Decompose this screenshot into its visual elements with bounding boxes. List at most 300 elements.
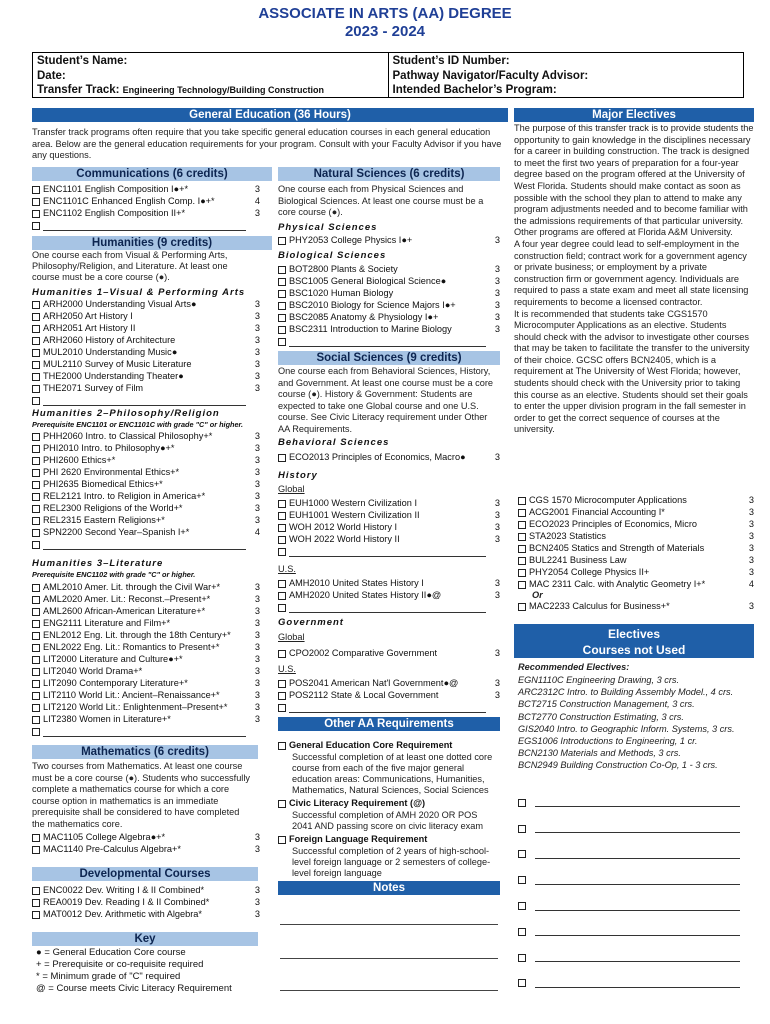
course-checkbox[interactable]: [518, 557, 526, 565]
course-checkbox[interactable]: [278, 536, 286, 544]
course-row: [32, 844, 260, 856]
course-credits: 3: [254, 666, 260, 677]
academic-year: 2023 - 2024: [344, 23, 426, 40]
course-name: ARH2000 Understanding Visual Arts●: [43, 299, 197, 310]
write-in-line[interactable]: [535, 876, 740, 885]
course-row: [32, 359, 260, 371]
course-name: ENG2111 Literature and Film+*: [43, 618, 171, 629]
course-checkbox[interactable]: [32, 899, 40, 907]
course-row: [32, 606, 260, 618]
natural-sciences-header: Natural Sciences (6 credits): [278, 167, 500, 181]
history-us-label: U.S.: [278, 564, 296, 574]
course-checkbox[interactable]: [278, 650, 286, 658]
course-row: [518, 543, 754, 555]
course-credits: 3: [254, 335, 260, 346]
major-electives-list: [518, 495, 754, 591]
course-checkbox[interactable]: [278, 512, 286, 520]
gened-intro: Transfer track programs often require that you take specific general education courses in each general education area. Below are the general education requirements for your program. Consult with your Faculty Advisor if you have any questions.: [32, 127, 502, 161]
course-checkbox[interactable]: [278, 680, 286, 688]
course-credits: 3: [494, 590, 500, 601]
course-checkbox[interactable]: [32, 361, 40, 369]
write-in-line[interactable]: [43, 222, 246, 231]
course-checkbox[interactable]: [32, 373, 40, 381]
transfer-track-field: Transfer Track: Engineering Technology/Building Construction: [37, 84, 324, 96]
course-checkbox[interactable]: [32, 834, 40, 842]
course-checkbox[interactable]: [518, 928, 526, 936]
course-name: WOH 2022 World History II: [289, 534, 400, 545]
course-name: PHY2054 College Physics II+: [529, 567, 650, 578]
course-checkbox[interactable]: [32, 445, 40, 453]
course-checkbox[interactable]: [518, 497, 526, 505]
student-id-field[interactable]: Student’s ID Number:: [392, 55, 510, 67]
course-credits: 3: [254, 503, 260, 514]
course-credits: 4: [254, 196, 260, 207]
course-checkbox[interactable]: [278, 314, 286, 322]
course-credits: 3: [254, 347, 260, 358]
other-requirements-header: Other AA Requirements: [278, 717, 500, 731]
course-credits: 3: [494, 276, 500, 287]
developmental-list: [32, 885, 260, 921]
course-row: [32, 630, 260, 642]
key-header: Key: [32, 932, 258, 946]
course-checkbox[interactable]: [32, 608, 40, 616]
course-credits: 3: [494, 498, 500, 509]
blank-course-row: [32, 539, 260, 551]
course-credits: 3: [254, 383, 260, 394]
course-row: [32, 714, 260, 726]
student-name-field[interactable]: Student’s Name:: [37, 55, 128, 67]
course-checkbox[interactable]: [518, 569, 526, 577]
key-legend: ● = General Education Core course + = Prerequisite or co-requisite required * = Minimum grade of "C" required @ = Course meets Civic Literacy Requirement: [36, 947, 232, 994]
course-name: MAT0012 Dev. Arithmetic with Algebra*: [43, 909, 202, 920]
course-credits: 3: [494, 288, 500, 299]
recommended-elective: BCN2130 Materials and Methods, 3 crs.: [518, 748, 681, 759]
course-credits: 3: [254, 299, 260, 310]
course-checkbox[interactable]: [32, 632, 40, 640]
behavioral-sciences-title: Behavioral Sciences: [278, 437, 390, 448]
course-credits: 3: [748, 519, 754, 530]
core-requirement-checkbox[interactable]: [278, 742, 286, 750]
course-credits: 3: [494, 300, 500, 311]
course-checkbox[interactable]: [278, 580, 286, 588]
write-in-line[interactable]: [289, 338, 486, 347]
course-row: [32, 503, 260, 515]
course-credits: 3: [494, 522, 500, 533]
course-name: CGS 1570 Microcomputer Applications: [529, 495, 687, 506]
course-name: ENL2022 Eng. Lit.: Romantics to Present+*: [43, 642, 220, 653]
course-credits: 4: [748, 579, 754, 590]
course-credits: 3: [254, 359, 260, 370]
course-row: [32, 618, 260, 630]
blank-course-row: [278, 702, 500, 714]
course-name: BSC1020 Human Biology: [289, 288, 394, 299]
write-in-line[interactable]: [535, 850, 740, 859]
course-name: BSC1005 General Biological Science●: [289, 276, 447, 287]
course-checkbox[interactable]: [278, 548, 286, 556]
course-name: POS2112 State & Local Government: [289, 690, 439, 701]
course-name: REL2300 Religions of the World+*: [43, 503, 183, 514]
course-name: BUL2241 Business Law: [529, 555, 627, 566]
course-checkbox[interactable]: [32, 337, 40, 345]
course-checkbox[interactable]: [278, 500, 286, 508]
course-row: [278, 590, 500, 602]
course-name: BOT2800 Plants & Society: [289, 264, 398, 275]
course-credits: 3: [254, 455, 260, 466]
course-credits: 3: [494, 690, 500, 701]
course-checkbox[interactable]: [32, 704, 40, 712]
recommended-elective: BCT2715 Construction Management, 3 crs.: [518, 699, 695, 710]
blank-course-row: [278, 336, 500, 348]
course-credits: 3: [494, 648, 500, 659]
course-credits: 3: [254, 184, 260, 195]
social-sciences-header: Social Sciences (9 credits): [278, 351, 500, 365]
course-checkbox[interactable]: [32, 457, 40, 465]
course-row: [32, 690, 260, 702]
course-credits: 3: [494, 324, 500, 335]
course-row: [518, 579, 754, 591]
course-name: WOH 2012 World History I: [289, 522, 398, 533]
humanities-1-list: [32, 299, 260, 407]
course-row: [32, 666, 260, 678]
courses-not-used-list: [518, 790, 754, 996]
history-global-label: Global: [278, 484, 305, 494]
course-row: [518, 555, 754, 567]
course-checkbox[interactable]: [518, 799, 526, 807]
government-global-list: [278, 648, 500, 660]
social-sciences-intro: One course each from Behavioral Sciences, History, and Government. At least one course must be a core course (●). History & Government: Students are expected to take one Global course and one U.S. course. See Civic Literacy requirement under Other AA Requirements.: [278, 366, 494, 434]
course-checkbox[interactable]: [32, 620, 40, 628]
course-credits: 3: [748, 507, 754, 518]
civic-literacy-checkbox[interactable]: [278, 800, 286, 808]
course-name: ACG2001 Financial Accounting I*: [529, 507, 665, 518]
course-checkbox[interactable]: [32, 644, 40, 652]
course-checkbox[interactable]: [32, 198, 40, 206]
major-electives-description: The purpose of this transfer track is to provide students the opportunity to gain knowledge in the disciplines necessary for a career in building construction. The track is designed to meet the first two years of preparation for a four-year degree based on the program offered at the University of West Florida. Students should make contact as soon as possible with the school they plan to attend to make any program adjustments needed and to become familiar with the admissions requirements of that particular university. Other programs are offered at Florida A&M University. A four year degree could lead to self-employment in the construction field; contract work for a government agency or private business; or employment by a private construction firm or government agency. Individuals are required to pass a state exam and meet all state licensing requirements to become a licensed contractor. It is recommended that students take CGS1570 Microcomputer Applications as an elective. Students should check with the advisor to investigate other courses that may be taken to facilitate the transfer to the university of their choice. GCSC offers BCN2405, which is a requirement at The University of West Florida; however, students should check with the University prior to taking this course as an elective. Students should set their goals to enter the upper division program in the fall semester in order to get the correct sequence of courses at the university.: [514, 123, 754, 435]
course-name: PHI2010 Intro. to Philosophy●+*: [43, 443, 175, 454]
course-name: AML2020 Amer. Lit.: Reconst.–Present+*: [43, 594, 211, 605]
course-credits: 3: [254, 678, 260, 689]
write-in-line[interactable]: [289, 548, 486, 557]
course-credits: 3: [254, 844, 260, 855]
course-checkbox[interactable]: [278, 266, 286, 274]
course-checkbox[interactable]: [278, 692, 286, 700]
course-checkbox[interactable]: [278, 454, 286, 462]
foreign-language-checkbox[interactable]: [278, 836, 286, 844]
behavioral-sciences-list: [278, 452, 500, 464]
course-checkbox[interactable]: [278, 524, 286, 532]
course-checkbox[interactable]: [32, 301, 40, 309]
major-electives-header: Major Electives: [514, 108, 754, 122]
course-checkbox[interactable]: [32, 656, 40, 664]
course-name: ENC1101 English Composition I●+*: [43, 184, 189, 195]
course-checkbox[interactable]: [278, 278, 286, 286]
course-credits: 4: [254, 527, 260, 538]
course-checkbox[interactable]: [278, 704, 286, 712]
course-checkbox[interactable]: [278, 237, 286, 245]
course-row: [32, 642, 260, 654]
course-row: [518, 495, 754, 507]
course-row: [278, 300, 500, 312]
course-name: EUH1001 Western Civilization II: [289, 510, 420, 521]
recommended-elective: ARC2312C Intro. to Building Assembly Model., 4 crs.: [518, 687, 734, 698]
course-checkbox[interactable]: [278, 338, 286, 346]
course-checkbox[interactable]: [32, 493, 40, 501]
course-name: ECO2013 Principles of Economics, Macro●: [289, 452, 466, 463]
write-in-line[interactable]: [535, 824, 740, 833]
notes-line[interactable]: [280, 924, 498, 925]
course-name: LIT2090 Contemporary Literature+*: [43, 678, 188, 689]
course-credits: 3: [254, 885, 260, 896]
course-checkbox[interactable]: [32, 529, 40, 537]
course-checkbox[interactable]: [518, 850, 526, 858]
course-name: BSC2010 Biology for Science Majors I●+: [289, 300, 456, 311]
blank-course-row: [278, 546, 500, 558]
course-credits: 3: [254, 897, 260, 908]
course-row: [278, 324, 500, 336]
course-row: [278, 648, 500, 660]
course-name: ECO2023 Principles of Economics, Micro: [529, 519, 697, 530]
communications-list: [32, 184, 260, 232]
course-name: CPO2002 Comparative Government: [289, 648, 438, 659]
course-checkbox[interactable]: [32, 541, 40, 549]
course-name: AMH2010 United States History I: [289, 578, 424, 589]
course-checkbox[interactable]: [32, 596, 40, 604]
course-credits: 3: [494, 678, 500, 689]
course-checkbox[interactable]: [32, 349, 40, 357]
course-name: ENL2012 Eng. Lit. through the 18th Century+*: [43, 630, 231, 641]
course-checkbox[interactable]: [518, 825, 526, 833]
unused-course-row: [518, 790, 754, 816]
course-credits: 3: [254, 618, 260, 629]
course-name: PHI2635 Biomedical Ethics+*: [43, 479, 163, 490]
course-row: [278, 578, 500, 590]
write-in-line[interactable]: [289, 604, 486, 613]
course-row: [32, 515, 260, 527]
bachelors-program-field[interactable]: Intended Bachelor’s Program:: [392, 84, 557, 96]
humanities-2-prereq: Prerequisite ENC1101 or ENC1101C with grade "C" or higher.: [32, 420, 244, 429]
humanities-3-title: Humanities 3–Literature: [32, 558, 164, 569]
course-credits: 3: [254, 582, 260, 593]
course-name: POS2041 American Nat'l Government●@: [289, 678, 459, 689]
course-name: STA2023 Statistics: [529, 531, 606, 542]
course-checkbox[interactable]: [32, 505, 40, 513]
course-checkbox[interactable]: [32, 397, 40, 405]
course-name: LIT2110 World Lit.: Ancient–Renaissance+*: [43, 690, 220, 701]
humanities-intro: One course each from Visual & Performing Arts, Philosophy/Religion, and Literature. At least one course must be a core course (●).: [32, 250, 228, 282]
write-in-line[interactable]: [43, 541, 246, 550]
write-in-line[interactable]: [535, 798, 740, 807]
course-row: [278, 534, 500, 546]
course-name: BSC2085 Anatomy & Physiology I●+: [289, 312, 439, 323]
course-credits: 3: [254, 606, 260, 617]
write-in-line[interactable]: [43, 728, 246, 737]
history-us-list: [278, 578, 500, 614]
course-row: [518, 567, 754, 579]
course-name: ENC1102 English Composition II+*: [43, 208, 186, 219]
course-checkbox[interactable]: [32, 692, 40, 700]
course-credits: 3: [748, 555, 754, 566]
course-checkbox[interactable]: [32, 222, 40, 230]
course-checkbox[interactable]: [32, 887, 40, 895]
course-row: [278, 264, 500, 276]
course-checkbox[interactable]: [518, 979, 526, 987]
course-checkbox[interactable]: [518, 902, 526, 910]
course-row: [32, 832, 260, 844]
write-in-line[interactable]: [535, 902, 740, 911]
course-checkbox[interactable]: [32, 210, 40, 218]
course-name: ARH2051 Art History II: [43, 323, 136, 334]
course-name: PHY2053 College Physics I●+: [289, 235, 413, 246]
natural-sciences-intro: One course each from Physical Sciences and Biological Sciences. At least one course must be a core course (●).: [278, 184, 484, 217]
course-row: [32, 582, 260, 594]
unused-course-row: [518, 842, 754, 868]
blank-course-row: [32, 395, 260, 407]
course-checkbox[interactable]: [32, 325, 40, 333]
course-credits: 3: [494, 264, 500, 275]
write-in-line[interactable]: [535, 953, 740, 962]
electives-header: Electives Courses not Used: [514, 624, 754, 658]
course-checkbox[interactable]: [518, 581, 526, 589]
course-checkbox[interactable]: [32, 186, 40, 194]
course-checkbox[interactable]: [278, 290, 286, 298]
course-row: [32, 467, 260, 479]
course-checkbox[interactable]: [518, 509, 526, 517]
course-credits: 3: [494, 235, 500, 246]
course-row: [32, 491, 260, 503]
course-row: [32, 196, 260, 208]
course-checkbox[interactable]: [32, 668, 40, 676]
course-row: [32, 184, 260, 196]
course-row: [32, 479, 260, 491]
course-row: [32, 323, 260, 335]
course-checkbox[interactable]: [32, 385, 40, 393]
course-checkbox[interactable]: [32, 481, 40, 489]
government-title: Government: [278, 617, 344, 628]
blank-course-row: [32, 220, 260, 232]
course-checkbox[interactable]: [32, 716, 40, 724]
course-name: THE2071 Survey of Film: [43, 383, 144, 394]
course-name: REA0019 Dev. Reading I & II Combined*: [43, 897, 210, 908]
course-checkbox[interactable]: [278, 604, 286, 612]
course-checkbox[interactable]: [32, 433, 40, 441]
course-name: BSC2311 Introduction to Marine Biology: [289, 324, 452, 335]
history-global-list: [278, 498, 500, 558]
core-requirement: General Education Core Requirement Successful completion of at least one dotted core course from each of the five major general education areas: Communications, Humanities, Mathematics, Natural Sciences, Social Sciences: [278, 740, 500, 796]
course-checkbox[interactable]: [32, 584, 40, 592]
course-checkbox[interactable]: [32, 313, 40, 321]
course-checkbox[interactable]: [518, 545, 526, 553]
course-credits: 3: [254, 642, 260, 653]
government-us-list: [278, 678, 500, 714]
course-credits: 3: [748, 543, 754, 554]
course-checkbox[interactable]: [278, 326, 286, 334]
course-credits: 3: [254, 467, 260, 478]
course-name: LIT2380 Women in Literature+*: [43, 714, 171, 725]
course-checkbox[interactable]: [278, 592, 286, 600]
notes-line[interactable]: [280, 958, 498, 959]
course-checkbox[interactable]: [32, 680, 40, 688]
course-row: MAC2233 Calculus for Business+* 3: [518, 601, 754, 613]
or-course-list: [518, 601, 754, 613]
course-credits: 3: [254, 630, 260, 641]
course-name: EUH1000 Western Civilization I: [289, 498, 417, 509]
course-checkbox[interactable]: [518, 521, 526, 529]
course-name: MUL2010 Understanding Music●: [43, 347, 178, 358]
course-checkbox[interactable]: [32, 728, 40, 736]
course-name: MUL2110 Survey of Music Literature: [43, 359, 192, 370]
course-row: [32, 299, 260, 311]
recommended-electives-title: Recommended Electives:: [518, 662, 630, 672]
course-credits: 3: [254, 311, 260, 322]
course-name: LIT2000 Literature and Culture●+*: [43, 654, 183, 665]
other-requirements-list: [278, 740, 500, 879]
course-name: LIT2040 World Drama+*: [43, 666, 143, 677]
course-row: [32, 347, 260, 359]
course-checkbox[interactable]: [518, 533, 526, 541]
unused-course-row: [518, 816, 754, 842]
notes-header: Notes: [278, 881, 500, 895]
communications-header: Communications (6 credits): [32, 167, 272, 181]
write-in-line[interactable]: [43, 397, 246, 406]
course-credits: 3: [254, 431, 260, 442]
course-name: THE2000 Understanding Theater●: [43, 371, 184, 382]
course-checkbox[interactable]: [518, 603, 526, 611]
humanities-2-title: Humanities 2–Philosophy/Religion: [32, 408, 220, 419]
course-row: [278, 522, 500, 534]
advisor-field[interactable]: Pathway Navigator/Faculty Advisor:: [392, 69, 589, 82]
course-row: [32, 443, 260, 455]
course-credits: 3: [254, 690, 260, 701]
humanities-2-list: [32, 431, 260, 551]
unused-course-row: [518, 919, 754, 945]
course-name: ENC0022 Dev. Writing I & II Combined*: [43, 885, 205, 896]
course-checkbox[interactable]: [518, 876, 526, 884]
course-name: REL2315 Eastern Religions+*: [43, 515, 165, 526]
course-credits: 3: [254, 515, 260, 526]
course-name: MAC1105 College Algebra●+*: [43, 832, 166, 843]
course-name: ARH2060 History of Architecture: [43, 335, 176, 346]
write-in-line[interactable]: [535, 927, 740, 936]
write-in-line[interactable]: [289, 704, 486, 713]
course-checkbox[interactable]: [32, 469, 40, 477]
write-in-line[interactable]: [535, 979, 740, 988]
course-name: MAC 2311 Calc. with Analytic Geometry I+*: [529, 579, 706, 590]
course-credits: 3: [494, 578, 500, 589]
course-name: LIT2120 World Lit.: Enlightenment–Present+*: [43, 702, 228, 713]
mathematics-list: [32, 832, 260, 856]
course-row: [32, 897, 260, 909]
course-checkbox[interactable]: [278, 302, 286, 310]
course-name: AML2010 Amer. Lit. through the Civil War+*: [43, 582, 221, 593]
blank-course-row: [278, 602, 500, 614]
humanities-3-prereq: Prerequisite ENC1102 with grade "C" or higher.: [32, 570, 196, 579]
humanities-header: Humanities (9 credits): [32, 236, 272, 250]
physical-sciences-title: Physical Sciences: [278, 222, 378, 233]
course-checkbox[interactable]: [518, 954, 526, 962]
notes-line[interactable]: [280, 990, 498, 991]
course-checkbox[interactable]: [32, 911, 40, 919]
course-row: [32, 885, 260, 897]
course-credits: 3: [254, 443, 260, 454]
date-field[interactable]: Date:: [37, 69, 66, 82]
history-title: History: [278, 470, 318, 481]
course-name: AML2600 African-American Literature+*: [43, 606, 206, 617]
course-checkbox[interactable]: [32, 846, 40, 854]
course-row: [32, 455, 260, 467]
humanities-3-list: [32, 582, 260, 738]
course-checkbox[interactable]: [32, 517, 40, 525]
course-row: [32, 527, 260, 539]
